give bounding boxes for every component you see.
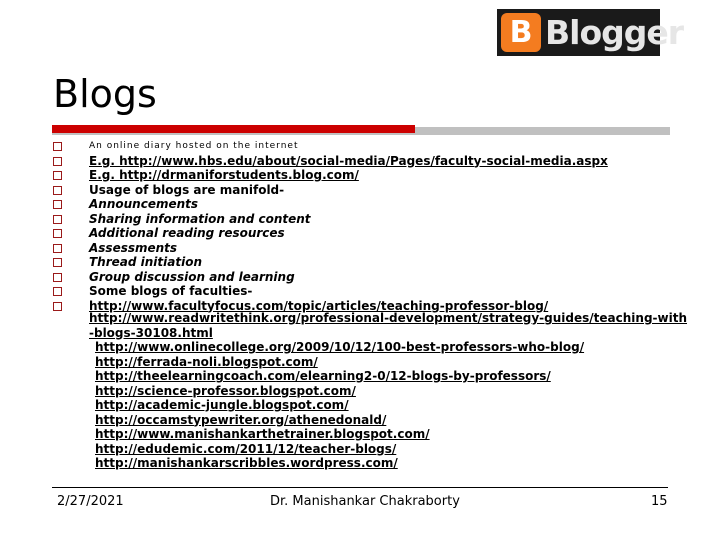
- blog-link[interactable]: http://academic-jungle.blogspot.com/: [95, 398, 349, 412]
- square-bullet-icon: [53, 142, 62, 151]
- blog-link[interactable]: http://manishankarscribbles.wordpress.com/: [95, 456, 398, 470]
- bullet-item: [53, 139, 683, 154]
- bullet-item: [53, 255, 683, 270]
- blog-link[interactable]: http://occamstypewriter.org/athenedonald/: [95, 412, 387, 427]
- square-bullet-icon: [53, 171, 62, 180]
- bullet-item: [53, 197, 683, 212]
- footer-author: Dr. Manishankar Chakraborty: [270, 494, 460, 509]
- blog-link[interactable]: http://science-professor.blogspot.com/: [95, 383, 356, 398]
- bullet-text: Assessments: [89, 240, 178, 255]
- bullet-text: Additional reading resources: [89, 226, 285, 240]
- bullet-text: Usage of blogs are manifold-: [89, 182, 285, 197]
- square-bullet-icon: [53, 157, 62, 166]
- blog-link[interactable]: http://www.onlinecollege.org/2009/10/12/100-best-professors-who-blog/: [95, 340, 585, 354]
- logo-letter: B: [509, 15, 533, 50]
- square-bullet-icon: [53, 215, 62, 224]
- bullet-item[interactable]: [53, 154, 683, 169]
- bullet-item: [53, 226, 683, 241]
- footer-rule: [52, 487, 668, 488]
- bullet-text[interactable]: http://www.facultyfocus.com/topic/articles/teaching-professor-blog/: [89, 298, 549, 313]
- blog-link[interactable]: http://www.manishankarthetrainer.blogspot.com/: [95, 427, 430, 441]
- link-list: [89, 311, 687, 471]
- blog-link[interactable]: http://edudemic.com/2011/12/teacher-blogs/: [95, 441, 397, 456]
- bullet-list: [53, 139, 683, 313]
- bullet-text: Some blogs of faculties-: [89, 284, 253, 298]
- square-bullet-icon: [53, 229, 62, 238]
- square-bullet-icon: [53, 258, 62, 267]
- bullet-text[interactable]: E.g. http://www.hbs.edu/about/social-media/Pages/faculty-social-media.aspx: [89, 153, 608, 168]
- logo-wordmark: Blogger: [545, 13, 684, 52]
- square-bullet-icon: [53, 244, 62, 253]
- bullet-text: Sharing information and content: [89, 211, 311, 226]
- bullet-item: [53, 270, 683, 285]
- blog-link[interactable]: http://ferrada-noli.blogspot.com/: [95, 354, 318, 369]
- bullet-text: Announcements: [89, 197, 199, 211]
- blog-link[interactable]: http://www.readwritethink.org/professional-development/strategy-guides/teaching-with: [89, 311, 687, 325]
- bullet-text: Group discussion and learning: [89, 269, 295, 284]
- slide-title: Blogs: [53, 72, 157, 116]
- title-rule-red: [52, 125, 415, 133]
- bullet-item: [53, 212, 683, 227]
- footer-date: 2/27/2021: [57, 494, 124, 509]
- blog-link[interactable]: http://theelearningcoach.com/elearning2-0/12-blogs-by-professors/: [95, 369, 551, 383]
- bullet-item[interactable]: [53, 168, 683, 183]
- square-bullet-icon: [53, 273, 62, 282]
- square-bullet-icon: [53, 302, 62, 311]
- footer-page-number: 15: [651, 494, 668, 509]
- blogger-b-icon: [501, 13, 541, 52]
- bullet-item: [53, 241, 683, 256]
- bullet-item: [53, 284, 683, 299]
- bullet-item: [53, 183, 683, 198]
- bullet-text[interactable]: E.g. http://drmaniforstudents.blog.com/: [89, 168, 359, 182]
- square-bullet-icon: [53, 186, 62, 195]
- blog-link[interactable]: -blogs-30108.html: [89, 325, 213, 340]
- square-bullet-icon: [53, 200, 62, 209]
- bullet-text: An online diary hosted on the internet: [89, 141, 299, 151]
- square-bullet-icon: [53, 287, 62, 296]
- bullet-text: Thread initiation: [89, 255, 203, 269]
- blogger-logo: [497, 9, 684, 56]
